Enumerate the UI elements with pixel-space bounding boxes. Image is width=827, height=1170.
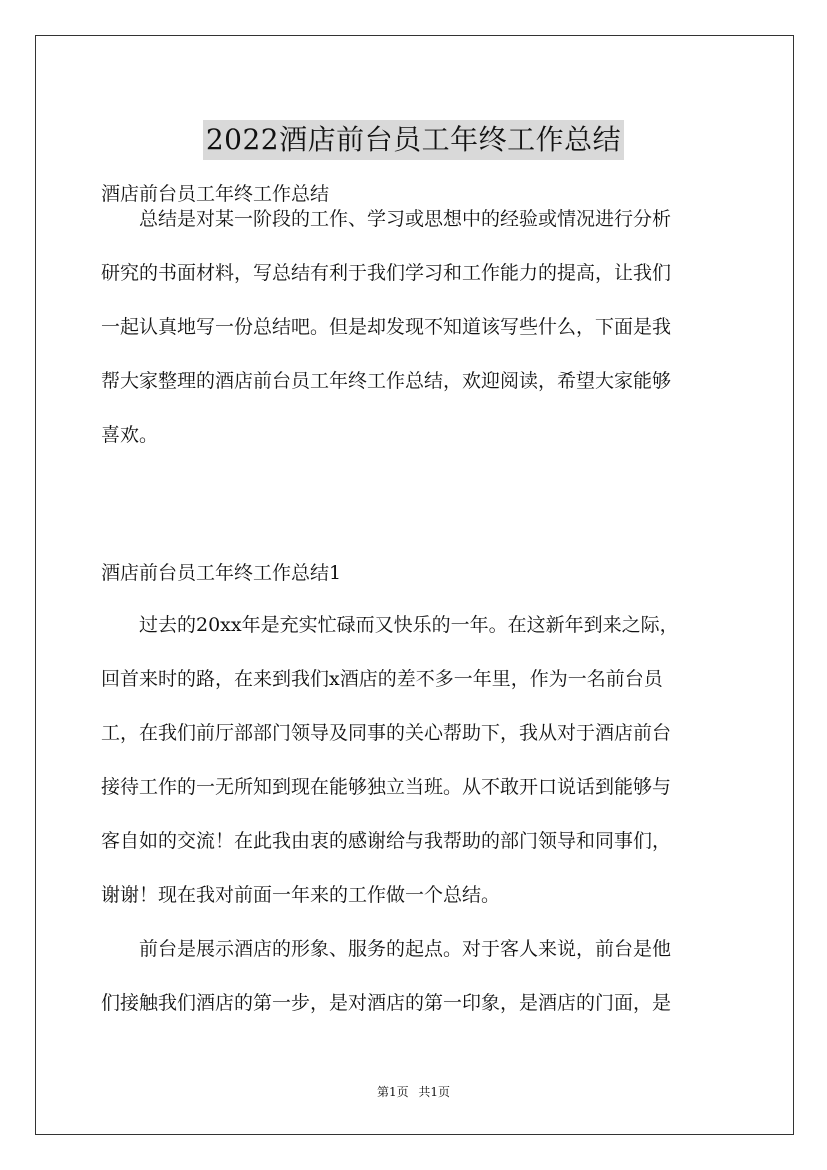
paragraph-1	[101, 598, 741, 922]
paragraph-line: 过去的20xx年是充实忙碌而又快乐的一年。在这新年到来之际，	[101, 614, 679, 636]
paragraph-line: 工，在我们前厅部部门领导及同事的关心帮助下，我从对于酒店前台	[101, 722, 672, 744]
intro-line: 研究的书面材料，写总结有利于我们学习和工作能力的提高，让我们	[101, 262, 672, 284]
paragraph-line: 接待工作的一无所知到现在能够独立当班。从不敢开口说话到能够与	[101, 776, 672, 798]
intro-line: 帮大家整理的酒店前台员工年终工作总结，欢迎阅读，希望大家能够	[101, 370, 672, 392]
paragraph-line: 客自如的交流！在此我由衷的感谢给与我帮助的部门领导和同事们，	[101, 830, 672, 852]
page-total: 共1页	[418, 1085, 451, 1099]
section-heading-1: 酒店前台员工年终工作总结1	[101, 562, 342, 584]
section-heading-intro: 酒店前台员工年终工作总结	[101, 183, 330, 205]
document-title: 2022酒店前台员工年终工作总结	[203, 120, 624, 160]
intro-line: 总结是对某一阶段的工作、学习或思想中的经验或情况进行分析	[101, 208, 672, 230]
intro-line: 一起认真地写一份总结吧。但是却发现不知道该写些什么，下面是我	[101, 316, 672, 338]
paragraph-line: 谢谢！现在我对前面一年来的工作做一个总结。	[101, 884, 501, 906]
page-number: 第1页	[376, 1085, 409, 1099]
paragraph-line: 回首来时的路，在来到我们x酒店的差不多一年里，作为一名前台员	[101, 668, 663, 690]
intro-paragraph	[101, 192, 741, 462]
intro-line: 喜欢。	[101, 424, 159, 446]
paragraph-2	[101, 922, 741, 1030]
title-container	[0, 101, 827, 179]
paragraph-line: 们接触我们酒店的第一步，是对酒店的第一印象，是酒店的门面，是	[101, 992, 672, 1014]
page-footer	[0, 1083, 827, 1101]
paragraph-line: 前台是展示酒店的形象、服务的起点。对于客人来说，前台是他	[101, 938, 672, 960]
